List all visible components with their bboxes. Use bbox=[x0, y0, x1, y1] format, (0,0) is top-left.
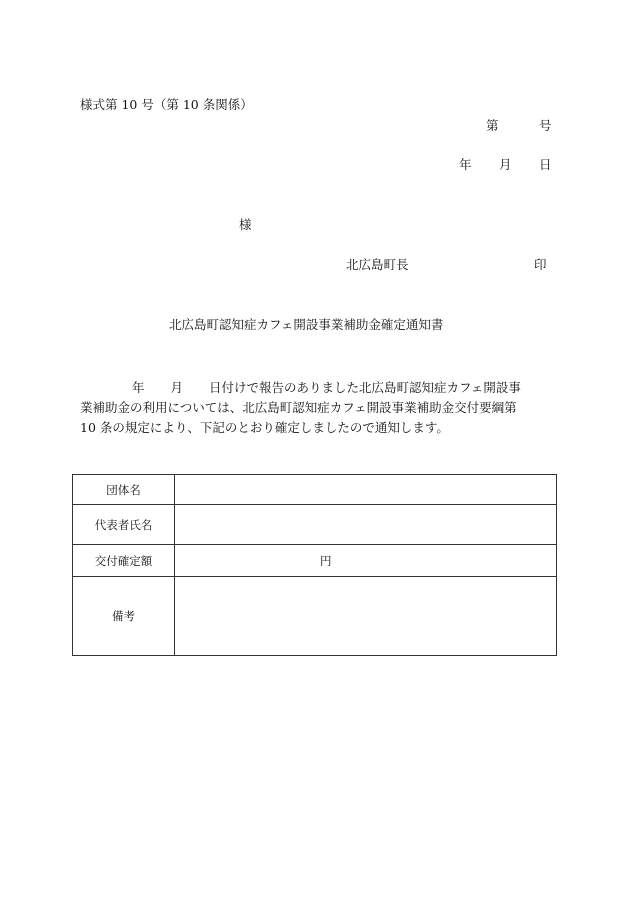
body-line-2: 業補助金の利用については、北広島町認知症カフェ開設事業補助金交付要綱第 bbox=[80, 400, 517, 415]
notice-body bbox=[80, 378, 558, 438]
table-row-remarks bbox=[73, 577, 557, 656]
date-day: 日 bbox=[539, 157, 552, 172]
value-remarks[interactable] bbox=[175, 577, 557, 656]
date-year: 年 bbox=[459, 157, 472, 172]
body-line-1-text: 日付けで報告のありました北広島町認知症カフェ開設事 bbox=[209, 380, 521, 395]
document-title: 北広島町認知症カフェ開設事業補助金確定通知書 bbox=[169, 317, 444, 332]
body-line-3: 10 条の規定により、下記のとおり確定しましたので通知します。 bbox=[80, 420, 449, 435]
grant-info-table bbox=[72, 474, 557, 656]
value-amount[interactable] bbox=[175, 545, 557, 577]
label-representative: 代表者氏名 bbox=[73, 505, 175, 545]
body-line-1 bbox=[80, 378, 558, 398]
table-row-group-name bbox=[73, 475, 557, 505]
issuer-title: 北広島町長 bbox=[346, 257, 409, 272]
label-amount: 交付確定額 bbox=[73, 545, 175, 577]
label-group-name: 団体名 bbox=[73, 475, 175, 505]
doc-number-prefix: 第 bbox=[486, 118, 499, 133]
form-number: 様式第 10 号（第 10 条関係） bbox=[80, 97, 253, 112]
body-year: 年 bbox=[132, 380, 145, 395]
doc-number-suffix: 号 bbox=[539, 118, 552, 133]
date-month: 月 bbox=[499, 157, 512, 172]
table-row-amount bbox=[73, 545, 557, 577]
table-row-representative bbox=[73, 505, 557, 545]
value-representative[interactable] bbox=[175, 505, 557, 545]
issuer-seal: 印 bbox=[534, 257, 547, 272]
label-remarks: 備考 bbox=[73, 577, 175, 656]
addressee-suffix: 様 bbox=[239, 217, 252, 232]
yen-unit: 円 bbox=[320, 553, 332, 568]
value-group-name[interactable] bbox=[175, 475, 557, 505]
body-month: 月 bbox=[170, 380, 184, 395]
